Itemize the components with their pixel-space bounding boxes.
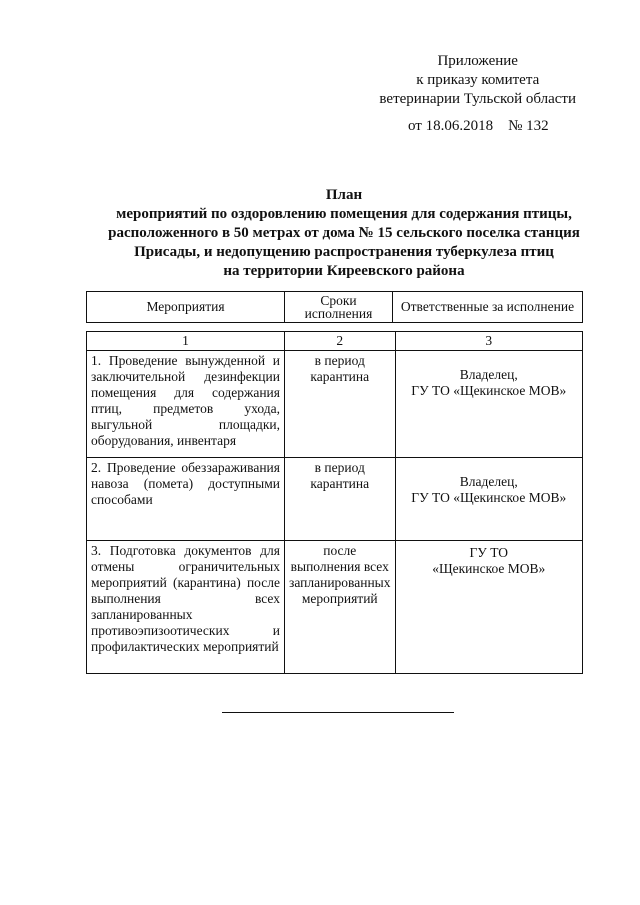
column-number-3: 3 — [395, 332, 582, 351]
header-row — [87, 292, 583, 323]
header-responsible: Ответственные за исполнение — [393, 292, 583, 323]
title-line-4: Присады, и недопущению распространения туберкулеза птиц — [134, 244, 554, 260]
header-terms: Сроки исполнения — [285, 292, 393, 323]
title-line-2: мероприятий по оздоровлению помещения для содержания птицы, — [116, 206, 572, 222]
responsible-line-2: «Щекинское МОВ» — [432, 561, 546, 576]
header-table — [86, 291, 583, 323]
table-row — [87, 458, 583, 541]
title-line-3: расположенного в 50 метрах от дома № 15 сельского поселка станция — [108, 225, 580, 241]
responsible-line-1: Владелец, — [459, 474, 518, 489]
closing-divider-line — [222, 712, 454, 713]
action-cell: 3. Подготовка документов для отмены ограничительных мероприятий (карантина) после выполнения всех запланированных противоэпизоотических и профилактических мероприятий — [87, 541, 285, 674]
responsible-line-1: Владелец, — [459, 367, 518, 382]
term-cell: после выполнения всех запланированных мероприятий — [285, 541, 396, 674]
title-line-5: на территории Киреевского района — [223, 263, 465, 279]
column-number-row — [87, 332, 583, 351]
responsible-cell — [395, 351, 582, 458]
annex-line-2: к приказу комитета — [416, 72, 540, 88]
term-cell: в период карантина — [285, 351, 396, 458]
plan-table — [86, 331, 583, 674]
term-cell: в период карантина — [285, 458, 396, 541]
column-number-2: 2 — [285, 332, 396, 351]
annex-block — [379, 52, 576, 109]
responsible-cell — [395, 458, 582, 541]
document-title — [64, 186, 624, 281]
annex-line-1: Приложение — [437, 53, 518, 69]
action-cell: 1. Проведение вынужденной и заключительной дезинфекции помещения для содержания птиц, предметов ухода, выгульной площадки, оборудования, инвентаря — [87, 351, 285, 458]
action-cell: 2. Проведение обеззараживания навоза (помета) доступными способами — [87, 458, 285, 541]
responsible-line-1: ГУ ТО — [469, 545, 509, 560]
annex-date-number: от 18.06.2018 № 132 — [408, 118, 549, 134]
annex-line-3: ветеринарии Тульской области — [379, 91, 576, 107]
table-row — [87, 541, 583, 674]
responsible-cell — [395, 541, 582, 674]
responsible-line-2: ГУ ТО «Щекинское МОВ» — [411, 490, 567, 505]
table-row — [87, 351, 583, 458]
responsible-line-2: ГУ ТО «Щекинское МОВ» — [411, 383, 567, 398]
column-number-1: 1 — [87, 332, 285, 351]
title-line-1: План — [325, 187, 363, 203]
header-actions: Мероприятия — [87, 292, 285, 323]
